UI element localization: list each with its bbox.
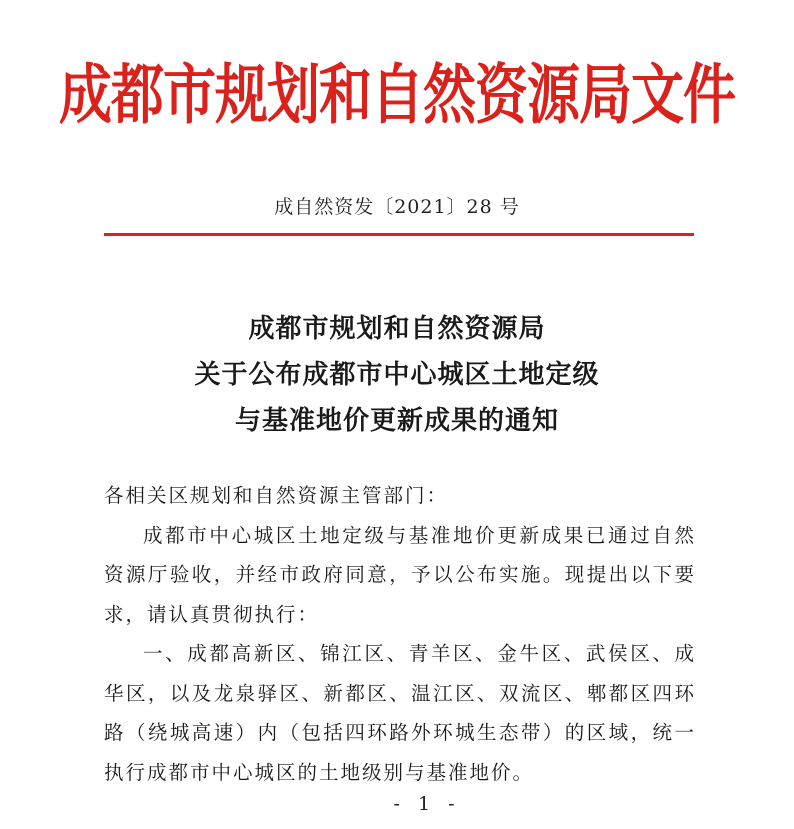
document-body xyxy=(104,476,696,792)
red-header-title: 成都市规划和自然资源局文件 xyxy=(59,57,735,133)
title-line-2: 关于公布成都市中心城区土地定级 xyxy=(194,360,600,390)
document-number: 成自然资发〔2021〕28 号 xyxy=(274,196,520,218)
title-line-3: 与基准地价更新成果的通知 xyxy=(234,406,559,436)
paragraph-1: 成都市中心城区土地定级与基准地价更新成果已通过自然资源厅验收，并经市政府同意，予以公布实施。现提出以下要求，请认真贯彻执行： xyxy=(104,523,696,626)
document-title xyxy=(0,306,794,444)
red-divider-line xyxy=(104,233,694,236)
paragraph-2: 一、成都高新区、锦江区、青羊区、金牛区、武侯区、成华区，以及龙泉驿区、新都区、温江区、双流区、郫都区四环路（绕城高速）内（包括四环路外环城生态带）的区域，统一执行成都市中心城区的土地级别与基准地价。 xyxy=(104,642,696,784)
title-line-1: 成都市规划和自然资源局 xyxy=(248,314,546,344)
page-number: - 1 - xyxy=(393,793,461,815)
salutation: 各相关区规划和自然资源主管部门： xyxy=(104,484,449,507)
